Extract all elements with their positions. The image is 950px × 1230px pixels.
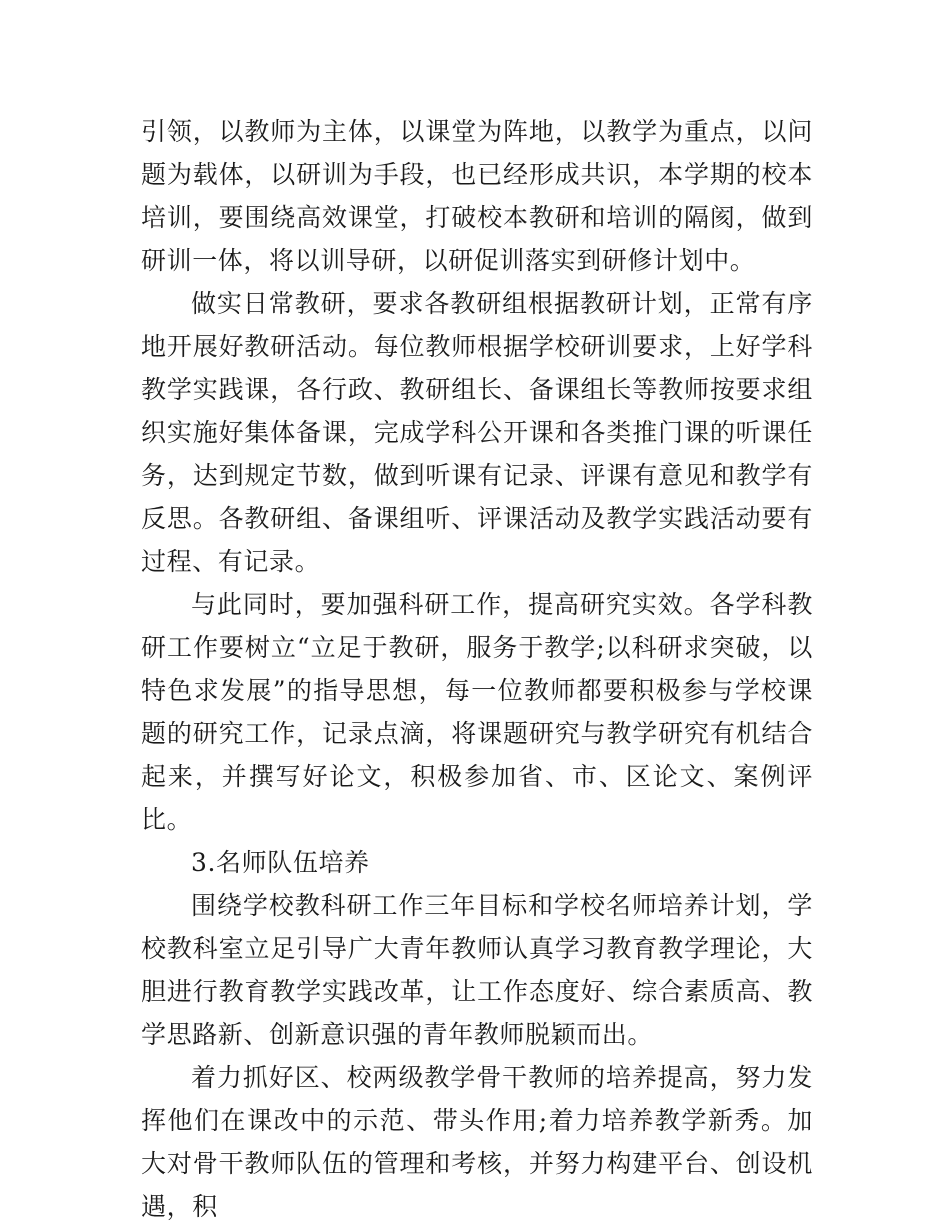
paragraph-4: 围绕学校教科研工作三年目标和学校名师培养计划，学校教科室立足引导广大青年教师认真学习教育教学理论，大胆进行教育教学实践改革，让工作态度好、综合素质高、教学思路新、创新意识强的青年教师脱颖而出。: [141, 891, 813, 1049]
paragraph-1: 引领，以教师为主体，以课堂为阵地，以教学为重点，以问题为载体，以研训为手段，也已经形成共识，本学期的校本培训，要围绕高效课堂，打破校本教研和培训的隔阂，做到研训一体，将以训导研，以研促训落实到研修计划中。: [141, 117, 813, 275]
paragraph-3: 与此同时，要加强科研工作，提高研究实效。各学科教研工作要树立“立足于教研，服务于教学;以科研求突破，以特色求发展”的指导思想，每一位教师都要积极参与学校课题的研究工作，记录点滴，将课题研究与教学研究有机结合起来，并撰写好论文，积极参加省、市、区论文、案例评比。: [141, 590, 813, 834]
paragraph-2: 做实日常教研，要求各教研组根据教研计划，正常有序地开展好教研活动。每位教师根据学校研训要求，上好学科教学实践课，各行政、教研组长、备课组长等教师按要求组织实施好集体备课，完成学科公开课和各类推门课的听课任务，达到规定节数，做到听课有记录、评课有意见和教学有反思。各教研组、备课组听、评课活动及教学实践活动要有过程、有记录。: [141, 289, 813, 576]
section-heading: 3.名师队伍培养: [191, 848, 370, 877]
paragraph-5: 着力抓好区、校两级教学骨干教师的培养提高，努力发挥他们在课改中的示范、带头作用;着力培养教学新秀。加大对骨干教师队伍的管理和考核，并努力构建平台、创设机遇，积: [141, 1063, 813, 1221]
document-body: [141, 110, 813, 1228]
